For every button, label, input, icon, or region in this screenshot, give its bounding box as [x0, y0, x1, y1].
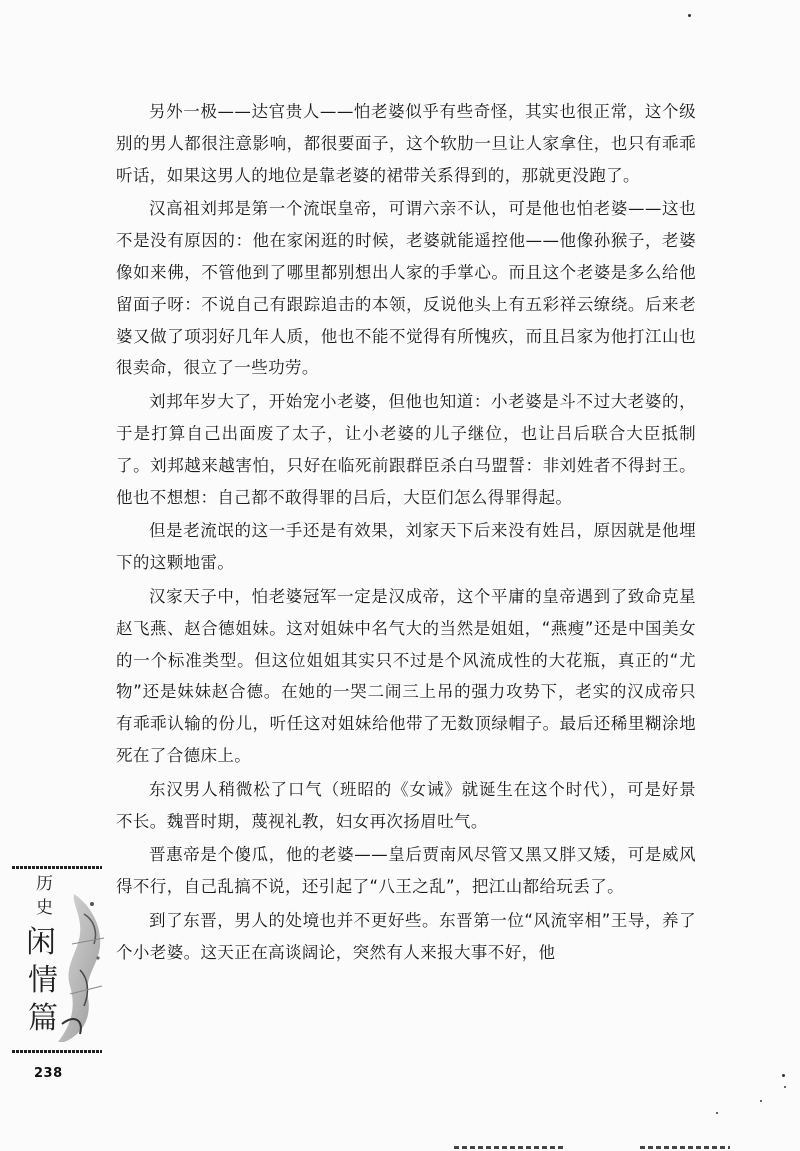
scan-speck: [716, 1112, 718, 1114]
scan-speck: [782, 1074, 785, 1077]
scan-speck: [784, 1086, 786, 1088]
paragraph-1: 另外一极——达官贵人——怕老婆似乎有些奇怪，其实也很正常，这个级别的男人都很注意影响，都很要面子，这个软肋一旦让人家拿住，也只有乖乖听话，如果这男人的地位是靠老婆的裙带关系得到的，那就更没跑了。: [116, 102, 696, 185]
paragraph-7: 晋惠帝是个傻瓜，他的老婆——皇后贾南风尽管又黑又胖又矮，可是威风得不行，自己乱搞不说，还引起了“八王之乱”，把江山都给玩丢了。: [116, 845, 696, 897]
badge-char-2: 史: [36, 898, 53, 918]
paragraph-5: 汉家天子中，怕老婆冠军一定是汉成帝，这个平庸的皇帝遇到了致命克星赵飞燕、赵合德姐妹。这对姐妹中名气大的当然是姐姐，“燕瘦”还是中国美女的一个标准类型。但这位姐姐其实只不过是个风流成性的大花瓶，真正的“尤物”还是妹妹赵合德。在她的一哭二闹三上吊的强力攻势下，老实的汉成帝只有乖乖认输的份儿，听任这对姐妹给他带了无数顶绿帽子。最后还稀里糊涂地死在了合德床上。: [116, 586, 696, 765]
scan-speck: [688, 14, 691, 17]
paragraph-2: 汉高祖刘邦是第一个流氓皇帝，可谓六亲不认，可是他也怕老婆——这也不是没有原因的：他在家闲逛的时候，老婆就能遥控他——他像孙猴子，老婆像如来佛，不管他到了哪里都别想出人家的手掌心。而且这个老婆是多么给他留面子呀：不说自己有跟踪追击的本领，反说他头上有五彩祥云缭绕。后来老婆又做了项羽好几年人质，他也不能不觉得有所愧疚，而且吕家为他打江山也很卖命，很立了一些功劳。: [116, 199, 696, 378]
badge-char-1: 历: [36, 874, 53, 894]
badge-char-5: 篇: [28, 1001, 58, 1036]
paragraph-6: 东汉男人稍微松了口气（班昭的《女诫》就诞生在这个时代），可是好景不长。魏晋时期，蔑视礼教，妇女再次扬眉吐气。: [116, 779, 696, 831]
scan-edge-artifact: [640, 1146, 730, 1149]
scan-speck: [760, 1100, 762, 1102]
page-number: 238: [34, 1066, 63, 1081]
scan-edge-artifact: [454, 1146, 564, 1149]
badge-top-rule: [12, 866, 102, 869]
badge-char-3: 闲: [26, 925, 56, 960]
paragraph-3: 刘邦年岁大了，开始宠小老婆，但他也知道：小老婆是斗不过大老婆的，于是打算自己出面废了太子，让小老婆的儿子继位，也让吕后联合大臣抵制了。刘邦越来越害怕，只好在临死前跟群臣杀白马盟誓：非刘姓者不得封王。他也不想想：自己都不敢得罪的吕后，大臣们怎么得罪得起。: [116, 392, 696, 507]
section-badge: [6, 858, 110, 1064]
body-text: [116, 96, 696, 971]
badge-bottom-rule: [12, 1050, 102, 1053]
badge-char-4: 情: [28, 963, 58, 998]
paragraph-8: 到了东晋，男人的处境也并不更好些。东晋第一位“风流宰相”王导，养了个小老婆。这天正在高谈阔论，突然有人来报大事不好，他: [116, 910, 696, 962]
paragraph-4: 但是老流氓的这一手还是有效果，刘家天下后来没有姓吕，原因就是他埋下的这颗地雷。: [116, 521, 696, 573]
